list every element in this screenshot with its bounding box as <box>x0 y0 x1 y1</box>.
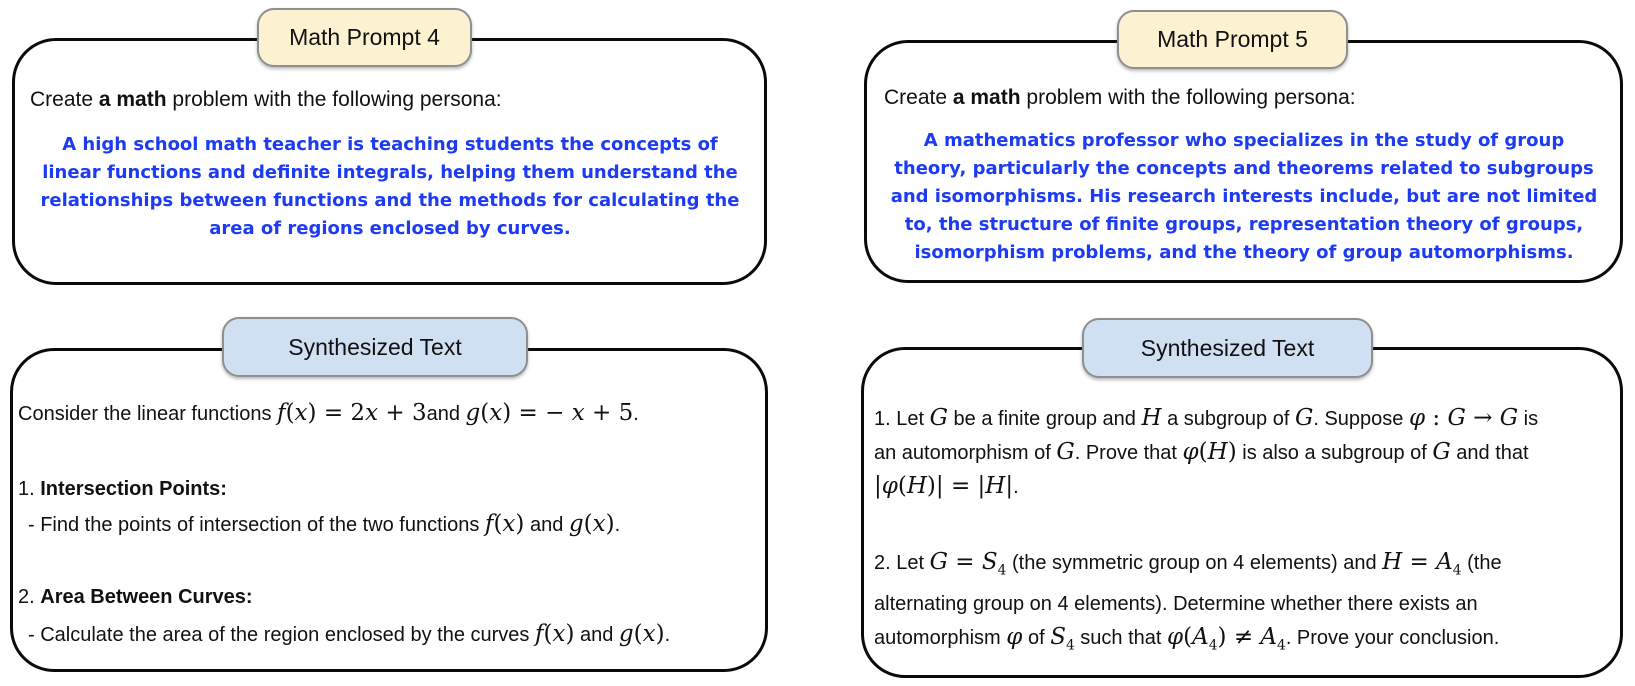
math-prompt-4-instruction: Create a math problem with the following persona: <box>30 88 502 111</box>
synthesized-left-item1-detail: - Find the points of intersection of the two functions f(x) and g(x). <box>28 511 621 537</box>
synthesized-right-problem-2: 2. Let $G = S_4$ (the symmetric group on 4 elements) and $H = A_4$ (the alternating group on 4 elements). Determine whether there exists an automorphism φ of $S_4$ such that $\varphi(A_4) \ne A_4$. Prove your conclusion. <box>874 549 1502 654</box>
math-prompt-4-persona: A high school math teacher is teaching students the concepts of linear functions and definite integrals, helping them understand the relationships between functions and the methods for calculating the area of regions enclosed by curves. <box>40 134 740 239</box>
math-prompt-5-instruction: Create a math problem with the following persona: <box>884 86 1356 109</box>
synthesized-left-intro-line: Consider the linear functions f(x) = 2x + 3and g(x) = − x + 5. <box>18 400 639 426</box>
math-prompt-5-badge: Math Prompt 5 <box>1117 10 1348 69</box>
math-prompt-4-badge: Math Prompt 4 <box>257 8 472 67</box>
synthesized-text-left-badge: Synthesized Text <box>222 317 528 377</box>
math-prompt-5-persona: A mathematics professor who specializes in the study of group theory, particularly the concepts and theorems related to subgroups and isomorphisms. His research interests include, but are not limited to, the structure of finite groups, representation theory of groups, isomorphism problems, and the theory of group automorphisms. <box>890 130 1598 263</box>
synthesized-right-problem-1: 1. Let G be a finite group and H a subgroup of G. Suppose φ : G → G is an automorphism of G. Prove that φ(H) is also a subgroup of G and that |φ(H)| = |H|. <box>874 405 1539 499</box>
synthesized-left-item2-detail: - Calculate the area of the region enclosed by the curves f(x) and g(x). <box>28 621 671 647</box>
synthesized-text-right-badge: Synthesized Text <box>1082 318 1373 378</box>
synthesized-left-item1-heading: 1. Intersection Points: <box>18 478 227 500</box>
synthesized-left-item2-heading: 2. Area Between Curves: <box>18 586 253 608</box>
